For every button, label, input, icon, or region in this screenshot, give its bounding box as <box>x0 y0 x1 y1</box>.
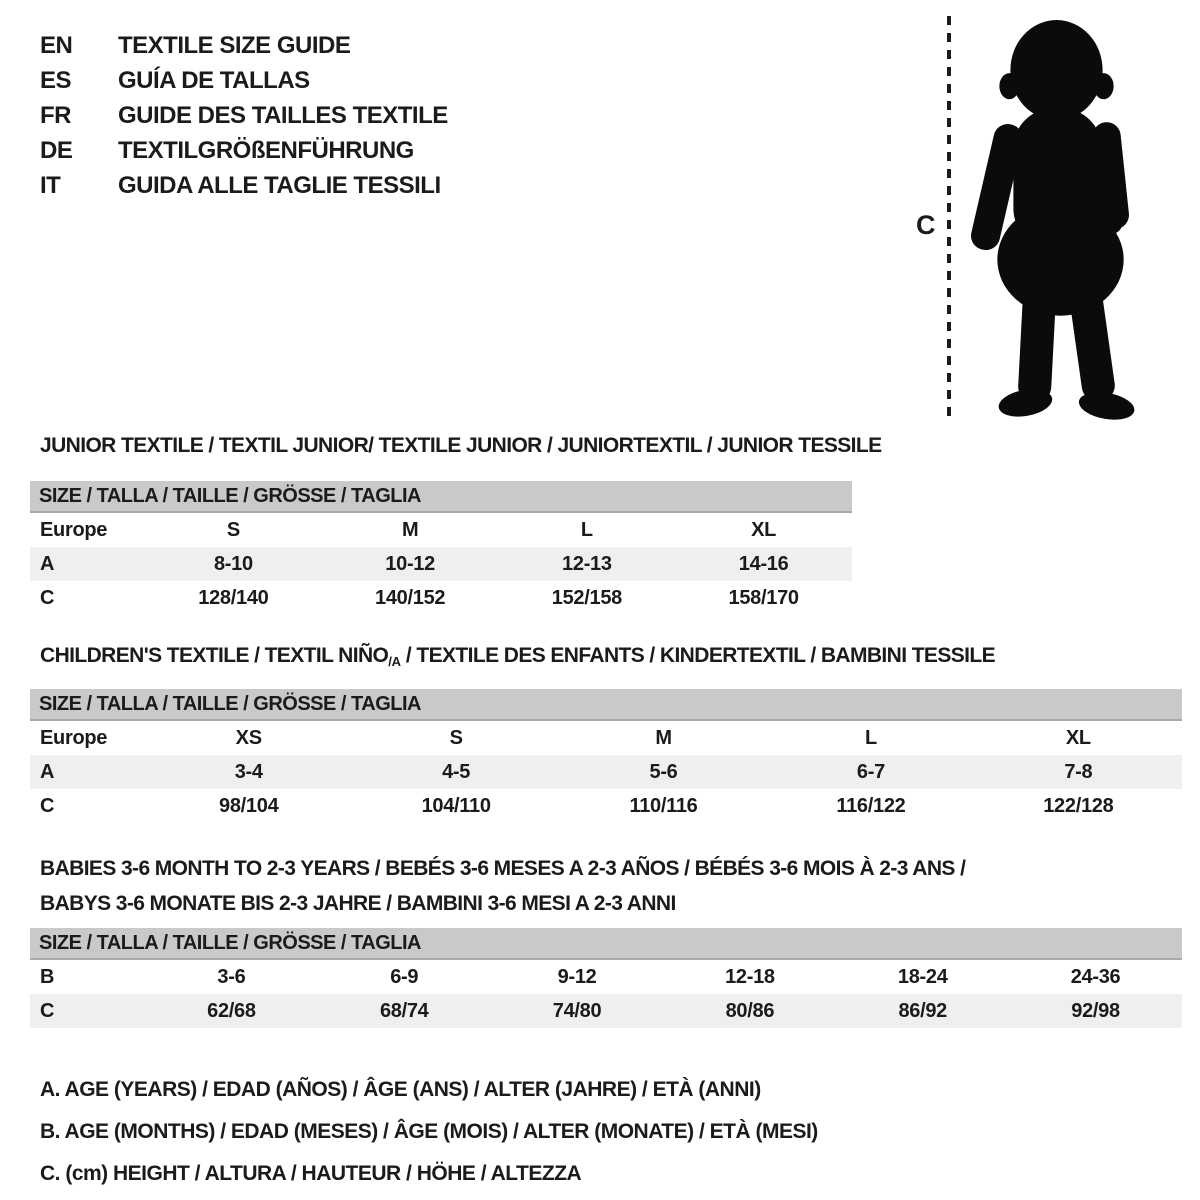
language-title: TEXTILE SIZE GUIDE <box>118 32 351 59</box>
size-cell: L <box>580 519 593 541</box>
row-label: C <box>40 587 55 609</box>
measure-label-c: C <box>916 210 936 240</box>
size-cell: 74/80 <box>552 1000 602 1022</box>
row-label: Europe <box>40 727 108 749</box>
children-title-main: CHILDREN'S TEXTILE / TEXTIL NIÑO <box>40 644 389 667</box>
size-cell: XL <box>1065 727 1091 749</box>
children-title-subscript: /A <box>388 653 401 669</box>
babies-title-line1: BABIES 3-6 MONTH TO 2-3 YEARS / BEBÉS 3-6 MESES A 2-3 AÑOS / BÉBÉS 3-6 MOIS À 2-3 ANS / <box>40 857 966 880</box>
language-code: DE <box>40 137 73 164</box>
size-cell: 104/110 <box>421 795 491 817</box>
size-cell: 128/140 <box>198 587 269 609</box>
size-cell: XS <box>235 727 262 749</box>
height-measure-figure <box>902 14 1164 426</box>
size-cell: 24-36 <box>1070 966 1121 988</box>
children-title-rest: / TEXTILE DES ENFANTS / KINDERTEXTIL / BAMBINI TESSILE <box>400 644 996 667</box>
babies-title-line2: BABYS 3-6 MONATE BIS 2-3 JAHRE / BAMBINI 3-6 MESI A 2-3 ANNI <box>40 892 676 915</box>
language-code: FR <box>40 102 71 129</box>
size-cell: 80/86 <box>725 1000 775 1022</box>
size-cell: 6-9 <box>390 966 419 988</box>
legend-line-c: C. (cm) HEIGHT / ALTURA / HAUTEUR / HÖHE / ALTEZZA <box>40 1162 582 1185</box>
size-cell: 10-12 <box>385 553 435 575</box>
size-cell: 5-6 <box>649 761 678 783</box>
language-row-en <box>40 28 448 63</box>
table-row-height-cm <box>30 994 1182 1028</box>
table-row-height-cm <box>30 581 852 615</box>
row-label: B <box>40 966 55 988</box>
size-cell: 92/98 <box>1071 1000 1120 1022</box>
language-title-list <box>40 28 448 203</box>
language-title: GUÍA DE TALLAS <box>118 67 310 94</box>
language-row-it <box>40 168 448 203</box>
size-cell: 14-16 <box>738 553 789 575</box>
junior-section-title: JUNIOR TEXTILE / TEXTIL JUNIOR/ TEXTILE JUNIOR / JUNIORTEXTIL / JUNIOR TESSILE <box>40 434 882 457</box>
size-header-bar: SIZE / TALLA / TAILLE / GRÖSSE / TAGLIA <box>30 481 852 513</box>
size-header-bar: SIZE / TALLA / TAILLE / GRÖSSE / TAGLIA <box>30 689 1182 721</box>
size-cell: M <box>401 519 419 541</box>
row-label: C <box>40 1000 55 1022</box>
babies-section-title <box>40 851 965 921</box>
size-cell: XL <box>751 519 777 541</box>
language-title: GUIDE DES TAILLES TEXTILE <box>118 102 448 129</box>
size-cell: 12-18 <box>725 966 775 988</box>
size-cell: 86/92 <box>898 1000 947 1022</box>
children-section-title <box>40 644 995 669</box>
size-cell: 62/68 <box>207 1000 256 1022</box>
size-cell: 18-24 <box>897 966 948 988</box>
size-cell: 8-10 <box>213 553 253 575</box>
size-cell: S <box>226 519 240 541</box>
size-cell: 3-6 <box>217 966 246 988</box>
row-label: Europe <box>40 519 108 541</box>
size-cell: 68/74 <box>379 1000 429 1022</box>
junior-size-table <box>30 481 852 615</box>
language-title: TEXTILGRÖßENFÜHRUNG <box>118 137 414 164</box>
table-row-age-years <box>30 755 1182 789</box>
table-row-europe <box>30 721 1182 755</box>
height-dashed-line <box>946 16 952 420</box>
size-cell: 3-4 <box>234 761 263 783</box>
size-cell: 7-8 <box>1064 761 1093 783</box>
row-label: C <box>40 795 55 817</box>
children-size-table <box>30 689 1182 823</box>
language-row-es <box>40 63 448 98</box>
language-code: ES <box>40 67 72 94</box>
legend-line-b: B. AGE (MONTHS) / EDAD (MESES) / ÂGE (MOIS) / ALTER (MONATE) / ETÀ (MESI) <box>40 1120 818 1143</box>
size-cell: 98/104 <box>219 795 279 817</box>
table-row-age-months <box>30 960 1182 994</box>
legend-line-a: A. AGE (YEARS) / EDAD (AÑOS) / ÂGE (ANS) / ALTER (JAHRE) / ETÀ (ANNI) <box>40 1078 761 1101</box>
row-label: A <box>40 761 55 783</box>
language-row-de <box>40 133 448 168</box>
measurement-legend <box>40 1069 818 1195</box>
table-row-height-cm <box>30 789 1182 823</box>
row-label: A <box>40 553 55 575</box>
size-cell: S <box>449 727 463 749</box>
size-cell: 6-7 <box>856 761 885 783</box>
toddler-silhouette-icon <box>962 16 1150 422</box>
size-cell: 158/170 <box>728 587 799 609</box>
language-code: EN <box>40 32 73 59</box>
size-cell: 116/122 <box>836 795 906 817</box>
language-title: GUIDA ALLE TAGLIE TESSILI <box>118 172 441 199</box>
size-cell: M <box>655 727 672 749</box>
size-cell: 12-13 <box>562 553 612 575</box>
language-code: IT <box>40 172 61 199</box>
size-cell: 110/116 <box>629 795 698 817</box>
size-header-bar: SIZE / TALLA / TAILLE / GRÖSSE / TAGLIA <box>30 928 1182 960</box>
size-cell: 9-12 <box>557 966 597 988</box>
size-cell: 140/152 <box>375 587 446 609</box>
size-cell: 122/128 <box>1043 795 1114 817</box>
babies-size-table <box>30 928 1182 1028</box>
size-cell: L <box>864 727 877 749</box>
language-row-fr <box>40 98 448 133</box>
size-cell: 4-5 <box>442 761 471 783</box>
table-row-europe <box>30 513 852 547</box>
size-cell: 152/158 <box>551 587 622 609</box>
table-row-age-years <box>30 547 852 581</box>
